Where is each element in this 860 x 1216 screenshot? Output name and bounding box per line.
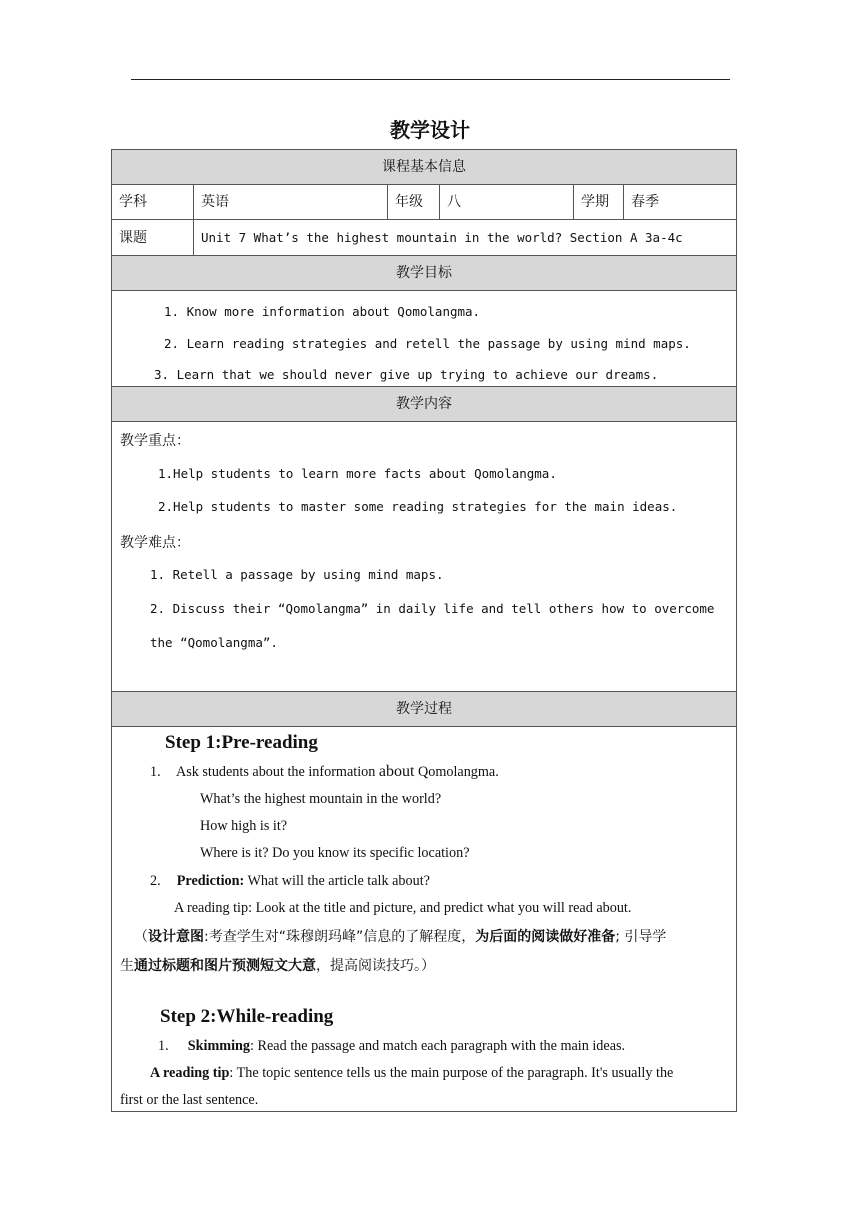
difficulty-item: 2. Discuss their “Qomolangma” in daily life and tell others how to overcome — [150, 601, 715, 616]
subject-label: 学科 — [112, 185, 194, 219]
prediction-label: Prediction: — [176, 873, 245, 889]
process-header: 教学过程 — [112, 692, 736, 727]
objective-item: 3. Learn that we should never give up trying to achieve our dreams. — [154, 367, 659, 382]
basic-info-row — [112, 185, 736, 220]
item-text: : Read the passage and match each paragraph with the main ideas. — [250, 1038, 626, 1054]
difficulty-item-continued: the “Qomolangma”. — [150, 635, 278, 650]
reading-tip-text: : The topic sentence tells us the main purpose of the paragraph. It's usually the — [229, 1065, 674, 1081]
item-text: Ask students about the information — [175, 764, 379, 780]
grade-label: 年级 — [388, 185, 440, 219]
item-text-emphasis: about — [378, 763, 415, 780]
question-item: What’s the highest mountain in the world? — [200, 791, 442, 807]
question-item: Where is it? Do you know its specific location? — [200, 845, 470, 861]
key-points-label: 教学重点： — [120, 433, 190, 449]
term-value: 春季 — [631, 194, 659, 210]
lesson-plan-table — [111, 149, 737, 1112]
header-rule — [131, 79, 730, 80]
topic-row — [112, 220, 736, 256]
design-intent-label: 设计意图 — [148, 929, 204, 945]
document-title: 教学设计 — [390, 118, 470, 142]
step1-item1 — [150, 763, 499, 781]
objective-item: 2. Learn reading strategies and retell the passage by using mind maps. — [164, 336, 691, 351]
skimming-label: Skimming — [187, 1038, 251, 1054]
objective-item: 1. Know more information about Qomolangma. — [164, 304, 481, 319]
design-intent-text: ; 引导学 — [615, 929, 667, 945]
design-intent-emphasis: 通过标题和图片预测短文大意 — [134, 958, 316, 974]
difficulty-item: 1. Retell a passage by using mind maps. — [150, 567, 444, 582]
step1-item2 — [150, 873, 430, 890]
content-body — [112, 422, 736, 692]
term-label: 学期 — [574, 185, 624, 219]
paren: （ — [134, 929, 148, 945]
key-point-item: 1.Help students to learn more facts about Qomolangma. — [158, 466, 557, 481]
basic-info-header: 课程基本信息 — [112, 150, 736, 185]
step2-item1 — [158, 1038, 625, 1055]
list-number: 2. — [150, 873, 161, 889]
reading-tip: A reading tip: Look at the title and picture, and predict what you will read about. — [174, 900, 632, 916]
key-point-item: 2.Help students to master some reading strategies for the main ideas. — [158, 499, 678, 514]
topic-value: Unit 7 What’s the highest mountain in the world? Section A 3a-4c — [201, 230, 683, 245]
design-intent-line1 — [134, 926, 729, 946]
difficulties-label: 教学难点： — [120, 535, 190, 551]
design-intent-text: ，提高阅读技巧。） — [316, 958, 435, 974]
item-text: What will the article talk about? — [244, 873, 430, 889]
list-number: 1. — [150, 764, 161, 780]
step2-title: Step 2:While-reading — [160, 1006, 334, 1027]
subject-value: 英语 — [194, 185, 388, 219]
objectives-header: 教学目标 — [112, 256, 736, 291]
list-number: 1. — [158, 1038, 169, 1054]
content-header: 教学内容 — [112, 387, 736, 422]
design-intent-text: :考查学生对“珠穆朗玛峰”信息的了解程度， — [204, 929, 476, 945]
design-intent-line2 — [120, 955, 435, 975]
design-intent-text: 生 — [120, 958, 134, 974]
objectives-body — [112, 291, 736, 387]
step2-tip-line2: first or the last sentence. — [120, 1092, 259, 1108]
question-item: How high is it? — [200, 818, 288, 834]
process-body — [112, 727, 736, 1111]
step2-tip-line1 — [150, 1065, 673, 1082]
design-intent-emphasis: 为后面的阅读做好准备 — [475, 929, 616, 945]
reading-tip-label: A reading tip — [150, 1065, 230, 1081]
grade-value: 八 — [440, 185, 574, 219]
topic-label: 课题 — [112, 220, 194, 255]
step1-title: Step 1:Pre-reading — [165, 732, 318, 753]
item-text: Qomolangma. — [414, 764, 499, 780]
